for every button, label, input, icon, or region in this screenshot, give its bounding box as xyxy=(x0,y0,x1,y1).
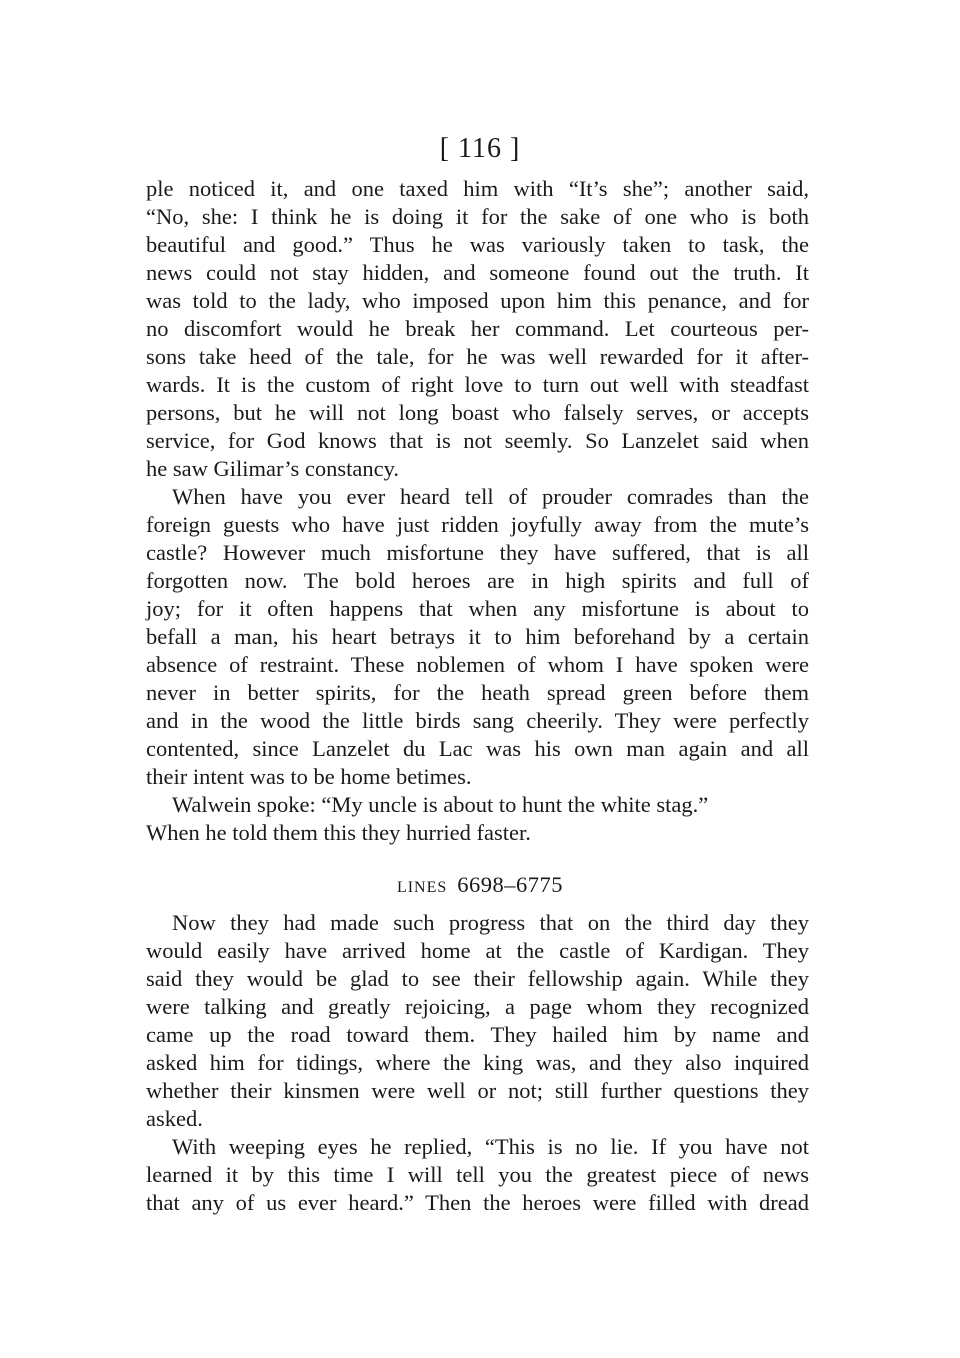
text-line: absence of restraint. These noblemen of whom I have spoken were xyxy=(146,652,809,677)
paragraph-start-line: Walwein spoke: “My uncle is about to hunt the white stag.” xyxy=(172,792,709,817)
text-line: ple noticed it, and one taxed him with “It’s she”; another said, xyxy=(146,176,809,201)
text-line: their intent was to be home betimes. xyxy=(146,764,472,789)
text-line: forgotten now. The bold heroes are in high spirits and full of xyxy=(146,568,809,593)
text-line: When he told them this they hurried faster. xyxy=(146,820,531,845)
section-heading-label: lines xyxy=(396,872,448,897)
text-line: whether their kinsmen were well or not; still further questions they xyxy=(146,1078,809,1103)
text-line: no discomfort would he break her command. Let courteous per- xyxy=(146,316,809,341)
paragraph-start-line: When have you ever heard tell of prouder comrades than the xyxy=(172,484,809,509)
body-text-section-one xyxy=(146,175,809,847)
section-heading-line-range: 6698–6775 xyxy=(457,872,564,897)
text-line: persons, but he will not long boast who falsely serves, or accepts xyxy=(146,400,809,425)
text-line: sons take heed of the tale, for he was well rewarded for it after- xyxy=(146,344,809,369)
text-line: were talking and greatly rejoicing, a page whom they recognized xyxy=(146,994,809,1019)
paragraph-start-line: With weeping eyes he replied, “This is no lie. If you have not xyxy=(172,1134,809,1159)
paragraph-start-line: Now they had made such progress that on the third day they xyxy=(172,910,809,935)
text-line: learned it by this time I will tell you the greatest piece of news xyxy=(146,1162,809,1187)
text-line: wards. It is the custom of right love to turn out well with steadfast xyxy=(146,372,809,397)
text-line: service, for God knows that is not seemly. So Lanzelet said when xyxy=(146,428,809,453)
section-heading xyxy=(0,871,960,899)
text-line: never in better spirits, for the heath spread green before them xyxy=(146,680,809,705)
page-number: [ 116 ] xyxy=(439,133,521,164)
text-line: foreign guests who have just ridden joyfully away from the mute’s xyxy=(146,512,809,537)
text-line: contented, since Lanzelet du Lac was his own man again and all xyxy=(146,736,809,761)
text-line: was told to the lady, who imposed upon him this penance, and for xyxy=(146,288,809,313)
text-line: and in the wood the little birds sang cheerily. They were perfectly xyxy=(146,708,809,733)
text-line: castle? However much misfortune they have suffered, that is all xyxy=(146,540,809,565)
text-line: joy; for it often happens that when any misfortune is about to xyxy=(146,596,809,621)
text-line: beautiful and good.” Thus he was variously taken to task, the xyxy=(146,232,809,257)
text-line: that any of us ever heard.” Then the heroes were filled with dread xyxy=(146,1190,809,1215)
text-line: befall a man, his heart betrays it to him beforehand by a certain xyxy=(146,624,809,649)
body-text-section-two xyxy=(146,909,809,1217)
text-line: would easily have arrived home at the castle of Kardigan. They xyxy=(146,938,809,963)
text-line: asked him for tidings, where the king was, and they also inquired xyxy=(146,1050,809,1075)
text-line: came up the road toward them. They hailed him by name and xyxy=(146,1022,809,1047)
text-line: asked. xyxy=(146,1106,203,1131)
text-line: he saw Gilimar’s constancy. xyxy=(146,456,400,481)
text-line: “No, she: I think he is doing it for the sake of one who is both xyxy=(146,204,809,229)
text-line: news could not stay hidden, and someone found out the truth. It xyxy=(146,260,809,285)
text-line: said they would be glad to see their fellowship again. While they xyxy=(146,966,809,991)
